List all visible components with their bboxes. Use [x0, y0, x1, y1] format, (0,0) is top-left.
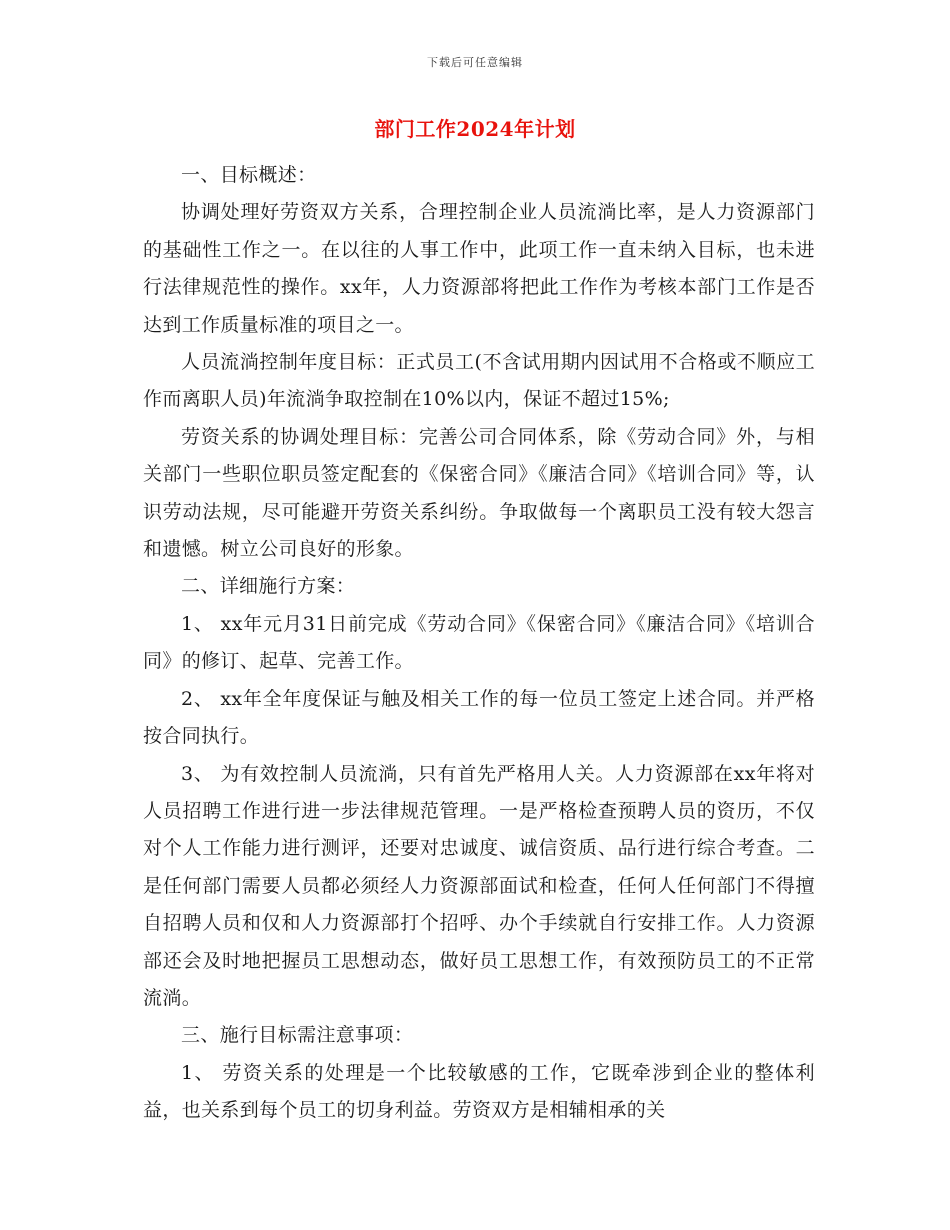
document-title: 部门工作2024年计划: [374, 117, 576, 141]
section-heading-3: 三、施行目标需注意事项：: [181, 1024, 414, 1047]
list-item: 2、 xx年全年度保证与触及相关工作的每一位员工签定上述合同。并严格按合同执行。: [143, 687, 815, 748]
list-item: 1、 劳资关系的处理是一个比较敏感的工作，它既牵涉到企业的整体利益，也关系到每个员工的切身利益。劳资双方是相辅相承的关: [143, 1061, 815, 1122]
paragraph: 协调处理好劳资双方关系，合理控制企业人员流淌比率，是人力资源部门的基础性工作之一。在以往的人事工作中，此项工作一直未纳入目标，也未进行法律规范性的操作。xx年，人力资源部将把此工作作为考核本部门工作是否达到工作质量标准的项目之一。: [143, 201, 815, 336]
section-heading-2: 二、详细施行方案：: [181, 575, 356, 598]
paragraph: 劳资关系的协调处理目标：完善公司合同体系，除《劳动合同》外，与相关部门一些职位职员签定配套的《保密合同》《廉洁合同》《培训合同》等，认识劳动法规，尽可能避开劳资关系纠纷。争取做每一个离职员工没有较大怨言和遗憾。树立公司良好的形象。: [143, 425, 815, 561]
list-item: 3、 为有效控制人员流淌，只有首先严格用人关。人力资源部在xx年将对人员招聘工作进行进一步法律规范管理。一是严格检查预聘人员的资历，不仅对个人工作能力进行测评，还要对忠诚度、诚信资质、品行进行综合考查。二是任何部门需要人员都必须经人力资源部面试和检查，任何人任何部门不得擅自招聘人员和仅和人力资源部打个招呼、办个手续就自行安排工作。人力资源部还会及时地把握员工思想动态，做好员工思想工作，有效预防员工的不正常流淌。: [143, 762, 815, 1009]
paragraph: 人员流淌控制年度目标：正式员工(不含试用期内因试用不合格或不顺应工作而离职人员)年流淌争取控制在10%以内，保证不超过15%;: [143, 351, 815, 411]
list-item: 1、 xx年元月31日前完成《劳动合同》《保密合同》《廉洁合同》《培训合同》的修订、起草、完善工作。: [143, 612, 815, 673]
header-note: 下载后可任意编辑: [427, 56, 523, 69]
section-heading-1: 一、目标概述：: [181, 164, 317, 186]
document-body: [143, 157, 815, 1130]
